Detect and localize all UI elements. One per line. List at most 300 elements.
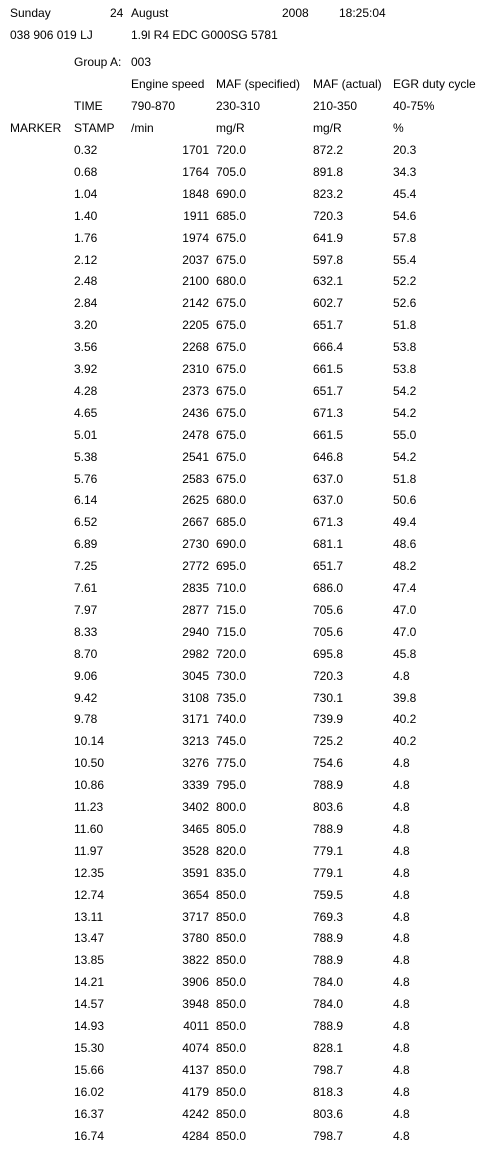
cell-maf-specified: 675.0 <box>216 472 247 486</box>
cell-egr-duty: 4.8 <box>393 888 410 902</box>
cell-egr-duty: 48.6 <box>393 537 417 551</box>
cell-maf-actual: 784.0 <box>313 997 344 1011</box>
table-row <box>0 975 491 989</box>
cell-maf-actual: 651.7 <box>313 559 344 573</box>
col-maf-actual-unit: mg/R <box>313 121 342 135</box>
cell-maf-specified: 685.0 <box>216 209 247 223</box>
cell-maf-actual: 671.3 <box>313 515 344 529</box>
table-row <box>0 691 491 705</box>
cell-maf-actual: 686.0 <box>313 581 344 595</box>
cell-engine-speed: 2772 <box>182 559 209 573</box>
cell-time-stamp: 7.97 <box>74 603 98 617</box>
cell-time-stamp: 0.68 <box>74 165 98 179</box>
cell-maf-actual: 891.8 <box>313 165 344 179</box>
cell-egr-duty: 4.8 <box>393 953 410 967</box>
cell-egr-duty: 4.8 <box>393 1041 410 1055</box>
cell-maf-specified: 720.0 <box>216 647 247 661</box>
cell-engine-speed: 4284 <box>182 1129 209 1143</box>
col-maf-actual-name: MAF (actual) <box>313 77 382 91</box>
cell-maf-actual: 646.8 <box>313 450 344 464</box>
cell-maf-specified: 740.0 <box>216 712 247 726</box>
cell-maf-specified: 795.0 <box>216 778 247 792</box>
table-row <box>0 537 491 551</box>
cell-maf-actual: 784.0 <box>313 975 344 989</box>
cell-egr-duty: 51.8 <box>393 472 417 486</box>
cell-maf-actual: 803.6 <box>313 800 344 814</box>
cell-maf-actual: 803.6 <box>313 1107 344 1121</box>
cell-egr-duty: 50.6 <box>393 493 417 507</box>
cell-time-stamp: 11.23 <box>74 800 104 814</box>
cell-time-stamp: 15.66 <box>74 1063 105 1077</box>
cell-engine-speed: 2100 <box>182 274 209 288</box>
cell-time-stamp: 8.70 <box>74 647 98 661</box>
cell-engine-speed: 4242 <box>182 1107 209 1121</box>
cell-time-stamp: 4.65 <box>74 406 98 420</box>
cell-maf-specified: 850.0 <box>216 910 247 924</box>
cell-maf-specified: 675.0 <box>216 296 247 310</box>
cell-maf-specified: 680.0 <box>216 274 247 288</box>
cell-maf-actual: 597.8 <box>313 253 344 267</box>
cell-engine-speed: 2478 <box>182 428 209 442</box>
cell-maf-specified: 850.0 <box>216 888 247 902</box>
cell-egr-duty: 55.0 <box>393 428 417 442</box>
cell-egr-duty: 54.2 <box>393 450 417 464</box>
cell-time-stamp: 16.02 <box>74 1085 105 1099</box>
table-row <box>0 472 491 486</box>
cell-maf-actual: 739.9 <box>313 712 344 726</box>
cell-time-stamp: 14.93 <box>74 1019 105 1033</box>
table-row <box>0 1107 491 1121</box>
table-row <box>0 362 491 376</box>
cell-time-stamp: 7.25 <box>74 559 98 573</box>
table-row <box>0 406 491 420</box>
cell-engine-speed: 3108 <box>182 691 209 705</box>
cell-maf-specified: 675.0 <box>216 406 247 420</box>
cell-maf-actual: 720.3 <box>313 209 344 223</box>
cell-maf-specified: 675.0 <box>216 428 247 442</box>
cell-engine-speed: 1764 <box>182 165 209 179</box>
cell-maf-specified: 675.0 <box>216 362 247 376</box>
cell-egr-duty: 4.8 <box>393 800 410 814</box>
cell-engine-speed: 2310 <box>182 362 209 376</box>
cell-maf-actual: 823.2 <box>313 187 344 201</box>
cell-egr-duty: 52.6 <box>393 296 417 310</box>
cell-maf-actual: 661.5 <box>313 428 344 442</box>
group-value: 003 <box>131 55 152 69</box>
cell-egr-duty: 4.8 <box>393 910 410 924</box>
col-egr-duty-name: EGR duty cycle <box>393 77 476 91</box>
cell-egr-duty: 53.8 <box>393 340 417 354</box>
cell-maf-specified: 675.0 <box>216 450 247 464</box>
cell-engine-speed: 3339 <box>182 778 209 792</box>
cell-maf-actual: 661.5 <box>313 362 344 376</box>
cell-egr-duty: 47.0 <box>393 625 417 639</box>
cell-egr-duty: 4.8 <box>393 1063 410 1077</box>
cell-time-stamp: 3.20 <box>74 318 98 332</box>
col-egr-duty-spec: 40-75% <box>393 99 435 113</box>
cell-maf-specified: 680.0 <box>216 493 247 507</box>
cell-time-stamp: 16.74 <box>74 1129 105 1143</box>
table-row <box>0 866 491 880</box>
table-row <box>0 581 491 595</box>
cell-maf-specified: 720.0 <box>216 143 247 157</box>
cell-engine-speed: 2205 <box>182 318 209 332</box>
table-row <box>0 340 491 354</box>
cell-engine-speed: 2436 <box>182 406 209 420</box>
table-row <box>0 515 491 529</box>
cell-engine-speed: 3591 <box>182 866 209 880</box>
table-row <box>0 778 491 792</box>
cell-maf-specified: 850.0 <box>216 1041 247 1055</box>
cell-egr-duty: 54.2 <box>393 406 417 420</box>
cell-maf-specified: 730.0 <box>216 669 247 683</box>
cell-time-stamp: 2.12 <box>74 253 98 267</box>
cell-engine-speed: 3948 <box>182 997 209 1011</box>
cell-time-stamp: 13.85 <box>74 953 105 967</box>
cell-maf-specified: 850.0 <box>216 1085 247 1099</box>
cell-time-stamp: 13.11 <box>74 910 104 924</box>
cell-egr-duty: 4.8 <box>393 822 410 836</box>
cell-maf-actual: 602.7 <box>313 296 344 310</box>
cell-maf-actual: 798.7 <box>313 1063 344 1077</box>
cell-maf-actual: 788.9 <box>313 778 344 792</box>
cell-engine-speed: 2982 <box>182 647 209 661</box>
table-row <box>0 428 491 442</box>
cell-maf-specified: 850.0 <box>216 997 247 1011</box>
col-engine-speed-unit: /min <box>131 121 154 135</box>
col-time-label: TIME <box>74 99 103 113</box>
cell-maf-specified: 690.0 <box>216 537 247 551</box>
cell-maf-actual: 632.1 <box>313 274 344 288</box>
cell-egr-duty: 49.4 <box>393 515 417 529</box>
header-date-month: August <box>131 6 169 20</box>
cell-engine-speed: 2835 <box>182 581 209 595</box>
cell-maf-actual: 788.9 <box>313 822 344 836</box>
cell-engine-speed: 2877 <box>182 603 209 617</box>
cell-maf-specified: 675.0 <box>216 231 247 245</box>
table-row <box>0 1041 491 1055</box>
header-part-number: 038 906 019 LJ <box>10 28 93 42</box>
cell-maf-actual: 769.3 <box>313 910 344 924</box>
cell-maf-actual: 788.9 <box>313 1019 344 1033</box>
cell-maf-specified: 710.0 <box>216 581 247 595</box>
cell-maf-specified: 715.0 <box>216 625 247 639</box>
cell-egr-duty: 52.2 <box>393 274 417 288</box>
cell-engine-speed: 1911 <box>183 209 209 223</box>
table-row <box>0 910 491 924</box>
cell-engine-speed: 4011 <box>183 1019 209 1033</box>
cell-maf-specified: 850.0 <box>216 975 247 989</box>
cell-time-stamp: 6.14 <box>74 493 98 507</box>
cell-time-stamp: 6.52 <box>74 515 98 529</box>
cell-egr-duty: 48.2 <box>393 559 417 573</box>
cell-egr-duty: 40.2 <box>393 712 417 726</box>
cell-time-stamp: 3.92 <box>74 362 98 376</box>
cell-engine-speed: 1701 <box>182 143 209 157</box>
cell-maf-actual: 828.1 <box>313 1041 344 1055</box>
cell-engine-speed: 4137 <box>182 1063 209 1077</box>
cell-time-stamp: 5.76 <box>74 472 98 486</box>
cell-time-stamp: 2.84 <box>74 296 98 310</box>
cell-maf-specified: 745.0 <box>216 734 247 748</box>
table-row <box>0 209 491 223</box>
cell-maf-specified: 850.0 <box>216 953 247 967</box>
cell-engine-speed: 2373 <box>182 384 209 398</box>
cell-time-stamp: 13.47 <box>74 931 105 945</box>
table-row <box>0 931 491 945</box>
cell-time-stamp: 10.86 <box>74 778 105 792</box>
cell-maf-actual: 798.7 <box>313 1129 344 1143</box>
cell-maf-specified: 675.0 <box>216 318 247 332</box>
table-row <box>0 187 491 201</box>
header-time: 18:25:04 <box>339 6 386 20</box>
cell-maf-actual: 788.9 <box>313 931 344 945</box>
cell-time-stamp: 5.38 <box>74 450 98 464</box>
table-row <box>0 274 491 288</box>
cell-engine-speed: 3045 <box>182 669 209 683</box>
cell-engine-speed: 2037 <box>182 253 209 267</box>
table-row <box>0 559 491 573</box>
cell-maf-actual: 705.6 <box>313 603 344 617</box>
cell-engine-speed: 4179 <box>182 1085 209 1099</box>
table-row <box>0 997 491 1011</box>
cell-maf-specified: 800.0 <box>216 800 247 814</box>
cell-egr-duty: 4.8 <box>393 756 410 770</box>
cell-maf-specified: 850.0 <box>216 1107 247 1121</box>
table-row <box>0 1063 491 1077</box>
cell-maf-specified: 850.0 <box>216 1063 247 1077</box>
cell-engine-speed: 2940 <box>182 625 209 639</box>
cell-egr-duty: 4.8 <box>393 1129 410 1143</box>
cell-maf-specified: 685.0 <box>216 515 247 529</box>
cell-maf-specified: 705.0 <box>216 165 247 179</box>
header-year: 2008 <box>282 6 309 20</box>
cell-time-stamp: 9.78 <box>74 712 98 726</box>
col-maf-specified-name: MAF (specified) <box>216 77 301 91</box>
cell-engine-speed: 3528 <box>182 844 209 858</box>
cell-time-stamp: 5.01 <box>74 428 98 442</box>
table-row <box>0 953 491 967</box>
cell-egr-duty: 45.4 <box>393 187 417 201</box>
cell-maf-specified: 675.0 <box>216 253 247 267</box>
cell-maf-specified: 690.0 <box>216 187 247 201</box>
group-label: Group A: <box>74 55 122 69</box>
cell-maf-actual: 754.6 <box>313 756 344 770</box>
cell-time-stamp: 0.32 <box>74 143 98 157</box>
cell-maf-actual: 725.2 <box>313 734 344 748</box>
cell-engine-speed: 1974 <box>182 231 209 245</box>
table-row <box>0 625 491 639</box>
cell-engine-speed: 3717 <box>182 910 209 924</box>
table-row <box>0 822 491 836</box>
cell-maf-actual: 641.9 <box>313 231 344 245</box>
cell-engine-speed: 4074 <box>182 1041 209 1055</box>
cell-time-stamp: 9.06 <box>74 669 98 683</box>
table-row <box>0 669 491 683</box>
cell-engine-speed: 3906 <box>182 975 209 989</box>
cell-egr-duty: 47.4 <box>393 581 417 595</box>
cell-egr-duty: 4.8 <box>393 997 410 1011</box>
table-row <box>0 734 491 748</box>
col-marker-label: MARKER <box>10 121 62 135</box>
col-egr-duty-unit: % <box>393 121 404 135</box>
cell-time-stamp: 9.42 <box>74 691 98 705</box>
cell-maf-specified: 850.0 <box>216 1129 247 1143</box>
col-engine-speed-name: Engine speed <box>131 77 205 91</box>
table-row <box>0 384 491 398</box>
cell-time-stamp: 14.21 <box>74 975 105 989</box>
cell-maf-specified: 675.0 <box>216 384 247 398</box>
cell-time-stamp: 1.76 <box>74 231 98 245</box>
cell-engine-speed: 2268 <box>182 340 209 354</box>
table-row <box>0 888 491 902</box>
cell-egr-duty: 4.8 <box>393 975 410 989</box>
cell-egr-duty: 4.8 <box>393 1107 410 1121</box>
cell-time-stamp: 8.33 <box>74 625 98 639</box>
cell-engine-speed: 3465 <box>182 822 209 836</box>
cell-maf-specified: 850.0 <box>216 931 247 945</box>
cell-egr-duty: 4.8 <box>393 778 410 792</box>
cell-egr-duty: 34.3 <box>393 165 417 179</box>
cell-maf-specified: 820.0 <box>216 844 247 858</box>
cell-maf-actual: 818.3 <box>313 1085 344 1099</box>
cell-maf-specified: 850.0 <box>216 1019 247 1033</box>
cell-engine-speed: 2583 <box>182 472 209 486</box>
cell-maf-actual: 779.1 <box>313 844 344 858</box>
table-row <box>0 143 491 157</box>
cell-egr-duty: 54.2 <box>393 384 417 398</box>
cell-time-stamp: 16.37 <box>74 1107 105 1121</box>
cell-time-stamp: 3.56 <box>74 340 98 354</box>
cell-time-stamp: 10.14 <box>74 734 105 748</box>
cell-maf-actual: 695.8 <box>313 647 344 661</box>
cell-engine-speed: 3213 <box>182 734 209 748</box>
cell-maf-actual: 681.1 <box>313 537 344 551</box>
cell-engine-speed: 3654 <box>182 888 209 902</box>
col-maf-specified-spec: 230-310 <box>216 99 261 113</box>
table-row <box>0 450 491 464</box>
cell-engine-speed: 2730 <box>182 537 209 551</box>
cell-maf-actual: 759.5 <box>313 888 344 902</box>
cell-egr-duty: 4.8 <box>393 844 410 858</box>
cell-maf-actual: 651.7 <box>313 318 344 332</box>
cell-maf-actual: 651.7 <box>313 384 344 398</box>
table-row <box>0 1129 491 1143</box>
cell-maf-specified: 775.0 <box>216 756 247 770</box>
col-stamp-label: STAMP <box>74 121 115 135</box>
cell-time-stamp: 12.35 <box>74 866 105 880</box>
cell-egr-duty: 47.0 <box>393 603 417 617</box>
cell-egr-duty: 54.6 <box>393 209 417 223</box>
cell-maf-specified: 835.0 <box>216 866 247 880</box>
cell-maf-actual: 666.4 <box>313 340 344 354</box>
cell-maf-specified: 715.0 <box>216 603 247 617</box>
cell-engine-speed: 3276 <box>182 756 209 770</box>
cell-egr-duty: 4.8 <box>393 931 410 945</box>
col-engine-speed-spec: 790-870 <box>131 99 176 113</box>
cell-egr-duty: 4.8 <box>393 866 410 880</box>
cell-engine-speed: 2541 <box>182 450 209 464</box>
cell-engine-speed: 2142 <box>182 296 209 310</box>
cell-egr-duty: 55.4 <box>393 253 417 267</box>
cell-maf-specified: 695.0 <box>216 559 247 573</box>
table-row <box>0 647 491 661</box>
cell-egr-duty: 40.2 <box>393 734 417 748</box>
table-row <box>0 1085 491 1099</box>
table-row <box>0 253 491 267</box>
cell-time-stamp: 1.40 <box>74 209 98 223</box>
header-engine-desc: 1.9l R4 EDC G000SG 5781 <box>131 28 278 42</box>
cell-egr-duty: 4.8 <box>393 1019 410 1033</box>
cell-maf-specified: 675.0 <box>216 340 247 354</box>
cell-engine-speed: 2625 <box>182 493 209 507</box>
cell-maf-actual: 705.6 <box>313 625 344 639</box>
table-row <box>0 1019 491 1033</box>
cell-egr-duty: 39.8 <box>393 691 417 705</box>
cell-egr-duty: 4.8 <box>393 669 410 683</box>
cell-time-stamp: 11.60 <box>74 822 104 836</box>
cell-egr-duty: 53.8 <box>393 362 417 376</box>
cell-engine-speed: 3822 <box>182 953 209 967</box>
cell-maf-actual: 671.3 <box>313 406 344 420</box>
cell-time-stamp: 12.74 <box>74 888 105 902</box>
cell-time-stamp: 10.50 <box>74 756 105 770</box>
cell-time-stamp: 6.89 <box>74 537 98 551</box>
cell-engine-speed: 3402 <box>182 800 209 814</box>
cell-maf-actual: 788.9 <box>313 953 344 967</box>
cell-maf-specified: 735.0 <box>216 691 247 705</box>
cell-time-stamp: 2.48 <box>74 274 98 288</box>
cell-engine-speed: 2667 <box>182 515 209 529</box>
table-row <box>0 603 491 617</box>
cell-engine-speed: 1848 <box>182 187 209 201</box>
cell-maf-actual: 720.3 <box>313 669 344 683</box>
cell-time-stamp: 11.97 <box>74 844 104 858</box>
cell-maf-specified: 805.0 <box>216 822 247 836</box>
cell-egr-duty: 57.8 <box>393 231 417 245</box>
table-row <box>0 493 491 507</box>
table-row <box>0 318 491 332</box>
table-row <box>0 800 491 814</box>
cell-time-stamp: 15.30 <box>74 1041 105 1055</box>
cell-time-stamp: 1.04 <box>74 187 98 201</box>
table-row <box>0 844 491 858</box>
col-maf-specified-unit: mg/R <box>216 121 245 135</box>
cell-maf-actual: 730.1 <box>313 691 344 705</box>
header-day: Sunday <box>10 6 51 20</box>
cell-maf-actual: 779.1 <box>313 866 344 880</box>
cell-engine-speed: 3780 <box>182 931 209 945</box>
cell-maf-actual: 637.0 <box>313 493 344 507</box>
cell-engine-speed: 3171 <box>182 712 209 726</box>
header-date-day: 24 <box>110 6 124 20</box>
cell-time-stamp: 14.57 <box>74 997 105 1011</box>
table-row <box>0 231 491 245</box>
table-row <box>0 165 491 179</box>
cell-time-stamp: 7.61 <box>74 581 98 595</box>
col-maf-actual-spec: 210-350 <box>313 99 358 113</box>
cell-maf-actual: 872.2 <box>313 143 344 157</box>
table-row <box>0 712 491 726</box>
cell-maf-actual: 637.0 <box>313 472 344 486</box>
table-row <box>0 296 491 310</box>
cell-time-stamp: 4.28 <box>74 384 98 398</box>
cell-egr-duty: 20.3 <box>393 143 417 157</box>
cell-egr-duty: 45.8 <box>393 647 417 661</box>
cell-egr-duty: 51.8 <box>393 318 417 332</box>
table-row <box>0 756 491 770</box>
cell-egr-duty: 4.8 <box>393 1085 410 1099</box>
